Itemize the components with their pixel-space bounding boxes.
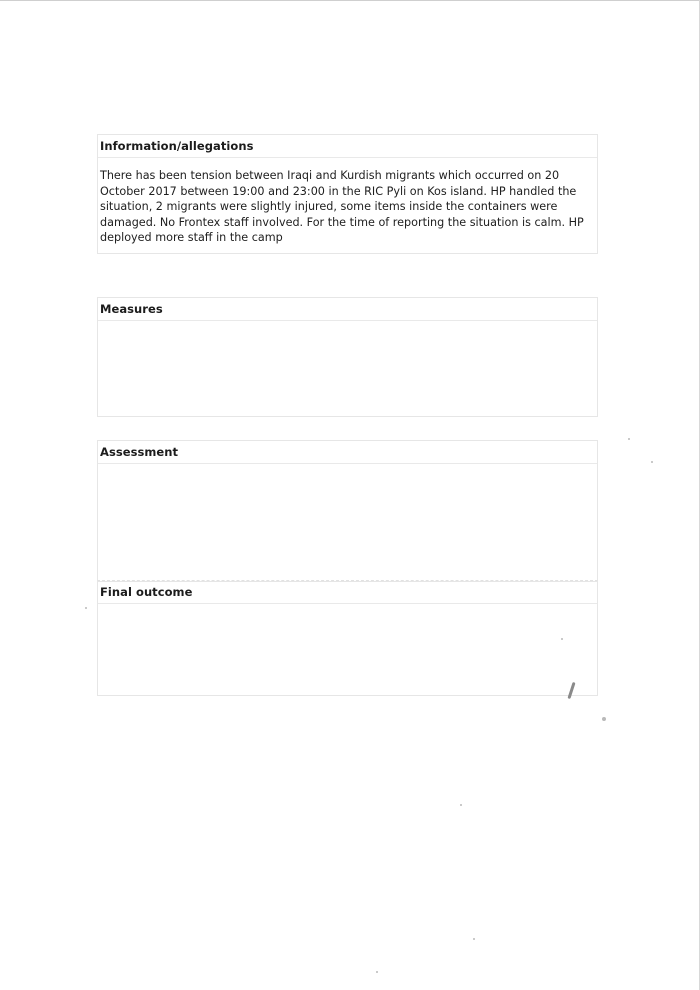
scan-speck — [376, 971, 378, 973]
scan-speck — [561, 638, 563, 640]
measures-text — [98, 321, 597, 331]
measures-section — [97, 297, 598, 417]
scan-speck — [85, 607, 87, 609]
assessment-text — [98, 464, 597, 474]
final-outcome-heading: Final outcome — [98, 581, 597, 604]
information-allegations-section — [97, 134, 598, 254]
scan-speck — [628, 438, 630, 440]
assessment-heading: Assessment — [98, 441, 597, 464]
scan-speck — [602, 717, 606, 721]
scan-speck — [651, 461, 653, 463]
scan-speck — [460, 804, 462, 806]
scan-speck — [473, 938, 475, 940]
final-outcome-text — [98, 604, 597, 614]
information-allegations-heading: Information/allegations — [98, 135, 597, 158]
information-allegations-text: There has been tension between Iraqi and Kurdish migrants which occurred on 20 October 2017 between 19:00 and 23:00 in the RIC Pyli on Kos island. HP handled the situation, 2 migrants were slightly injured, some items inside the containers were damaged. No Frontex staff involved. For the time of reporting the situation is calm. HP deployed more staff in the camp — [100, 169, 584, 244]
page-top-edge — [0, 0, 700, 1]
final-outcome-section — [97, 580, 598, 696]
measures-heading: Measures — [98, 298, 597, 321]
assessment-section — [97, 440, 598, 582]
